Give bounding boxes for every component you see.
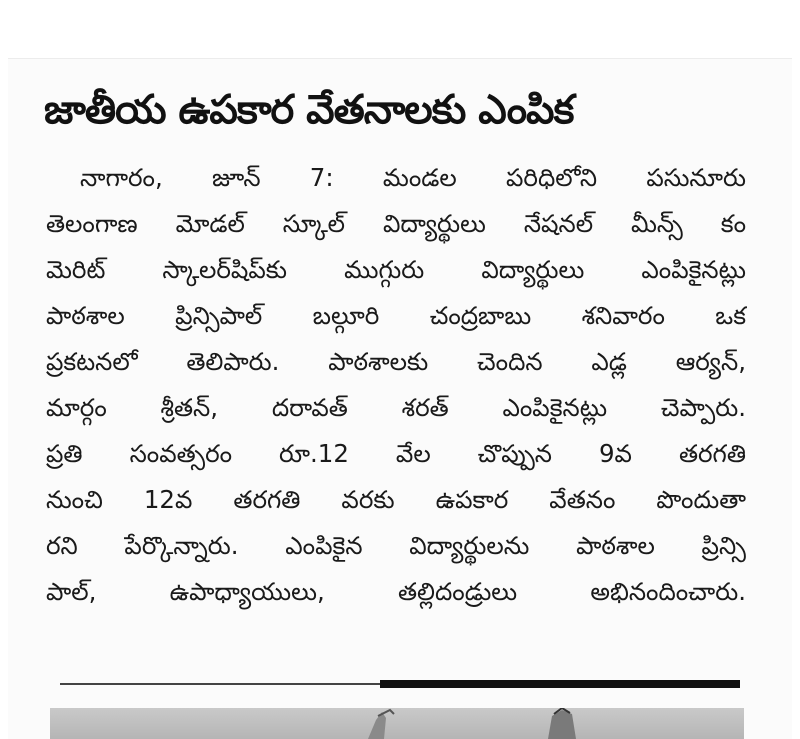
photo-image-icon	[50, 708, 744, 739]
article-line: పాల్, ఉపాధ్యాయులు, తల్లిదండ్రులు అభినందించారు.	[46, 577, 746, 606]
article-line: మార్గం శ్రీతన్, దరావత్ శరత్ ఎంపికైనట్లు చెప్పారు.	[46, 393, 746, 422]
article-body	[46, 155, 746, 615]
divider-rule-thick	[380, 680, 740, 688]
headline: జాతీయ ఉపకార వేతనాలకు ఎంపిక	[44, 87, 574, 133]
article-line: రని పేర్కొన్నారు. ఎంపికైన విద్యార్థులను పాఠశాల ప్రిన్సి	[46, 531, 746, 560]
article-line: పాఠశాల ప్రిన్సిపాల్ బల్గూరి చంద్రబాబు శనివారం ఒక	[46, 301, 746, 330]
article-line: ప్రతి సంవత్సరం రూ.12 వేల చొప్పున 9వ తరగతి	[46, 439, 746, 468]
article-line: ప్రకటనలో తెలిపారు. పాఠశాలకు చెందిన ఎడ్ల ఆర్యన్,	[46, 347, 746, 376]
divider-rule-thin	[60, 683, 390, 685]
photo-image	[50, 708, 744, 739]
article-line: మెరిట్ స్కాలర్‌షిప్‌కు ముగ్గురు విద్యార్థులు ఎంపికైనట్లు	[46, 255, 746, 284]
article-line: నుంచి 12వ తరగతి వరకు ఉపకార వేతనం పొందుతా	[46, 485, 746, 514]
article-line: నాగారం, జూన్ 7: మండల పరిధిలోని పసునూరు	[80, 163, 746, 192]
article-line: తెలంగాణ మోడల్ స్కూల్ విద్యార్థులు నేషనల్ మీన్స్ కం	[46, 209, 746, 238]
